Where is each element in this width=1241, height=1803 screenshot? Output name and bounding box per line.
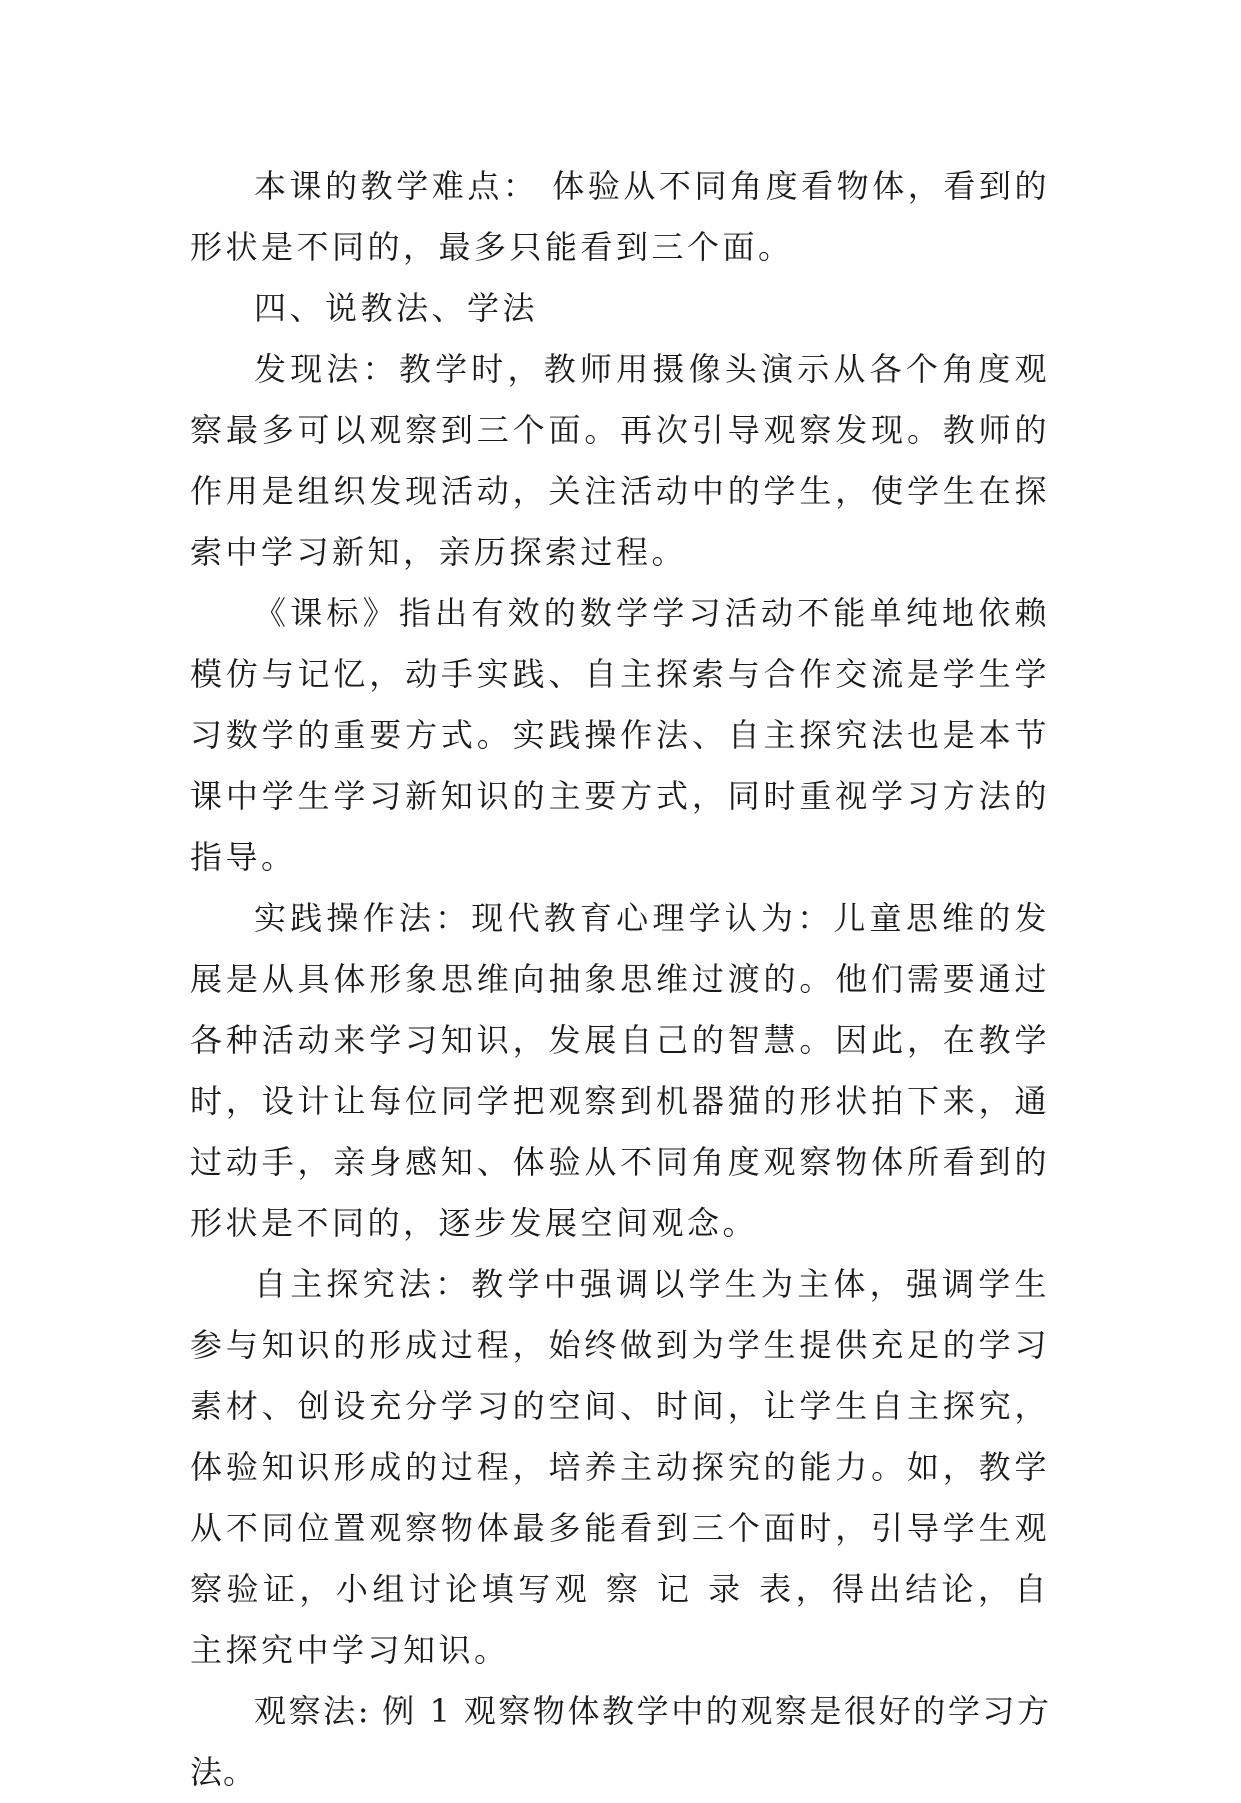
paragraph-practice-method: 实践操作法：现代教育心理学认为：儿童思维的发展是从具体形象思维向抽象思维过渡的。他们需要通过各种活动来学习知识，发展自己的智慧。因此，在教学时，设计让每位同学把观察到机器猫的形状拍下来，通过动手，亲身感知、体验从不同角度观察物体所看到的形状是不同的，逐步发展空间观念。 (190, 899, 1050, 1242)
paragraph-observation-method: 观察法: 例 1 观察物体教学中的观察是很好的学习方法。 (190, 1692, 1050, 1791)
paragraph-curriculum-standard: 《课标》指出有效的数学学习活动不能单纯地依赖模仿与记忆，动手实践、自主探索与合作交流是学生学习数学的重要方式。实践操作法、自主探究法也是本节课中学生学习新知识的主要方式，同时重视学习方法的指导。 (190, 594, 1050, 876)
paragraph-discovery-method: 发现法：教学时，教师用摄像头演示从各个角度观察最多可以观察到三个面。再次引导观察发现。教师的作用是组织发现活动，关注活动中的学生，使学生在探索中学习新知，亲历探索过程。 (190, 350, 1050, 571)
paragraph-self-inquiry-method: 自主探究法：教学中强调以学生为主体，强调学生参与知识的形成过程，始终做到为学生提供充足的学习素材、创设充分学习的空间、时间，让学生自主探究，体验知识形成的过程，培养主动探究的能力。如，教学从不同位置观察物体最多能看到三个面时，引导学生观察验证，小组讨论填写观 察 记 录 表，得出结论，自主探究中学习知识。 (190, 1265, 1050, 1669)
paragraph-teaching-difficulty: 本课的教学难点： 体验从不同角度看物体，看到的形状是不同的，最多只能看到三个面。 (190, 167, 1050, 266)
section-heading-teaching-methods: 四、说教法、学法 (254, 289, 539, 327)
document-body (190, 156, 1050, 1803)
